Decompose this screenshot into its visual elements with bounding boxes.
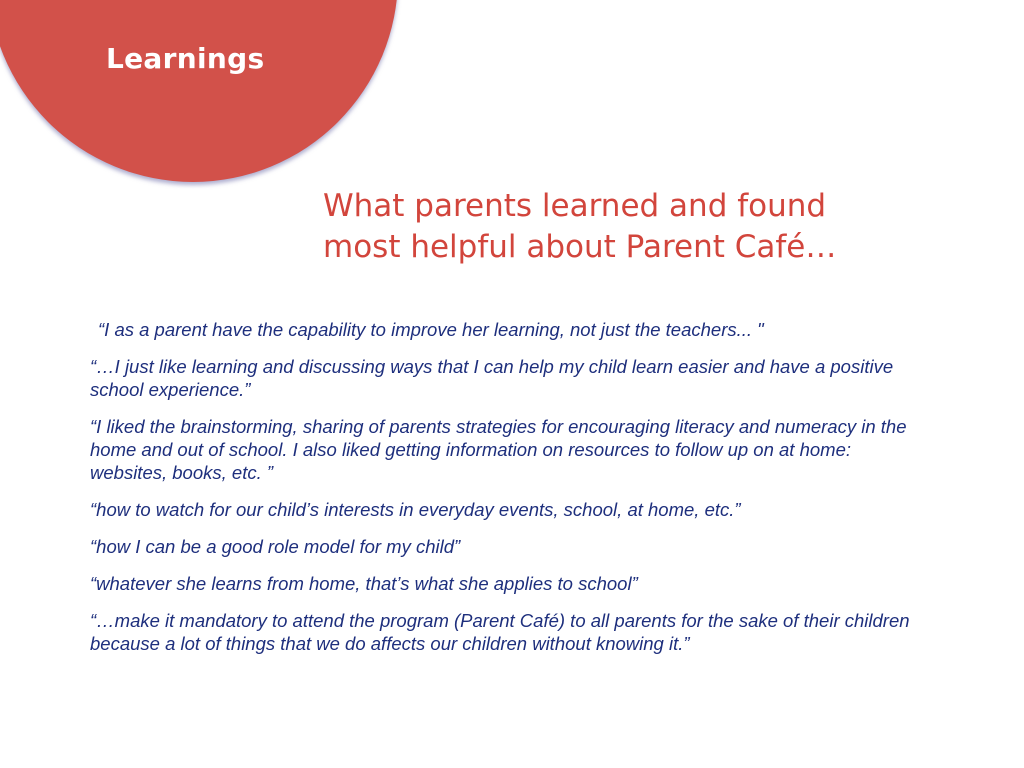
quote-item: “how I can be a good role model for my child”	[90, 536, 461, 557]
headline	[323, 186, 963, 268]
headline-line-2: most helpful about Parent Café…	[323, 229, 837, 265]
quote-list	[90, 318, 930, 669]
quote-item: “…make it mandatory to attend the program (Parent Café) to all parents for the sake of their children because a lot of things that we do affects our children without knowing it.”	[90, 610, 910, 654]
quote-item: “I liked the brainstorming, sharing of parents strategies for encouraging literacy and numeracy in the home and out of school. I also liked getting information on resources to follow up on at home: websites, books, etc. ”	[90, 416, 907, 483]
section-title: Learnings	[106, 42, 265, 75]
title-circle-shape	[0, 0, 398, 182]
quote-item: “whatever she learns from home, that’s what she applies to school”	[90, 573, 638, 594]
quote-item: “…I just like learning and discussing ways that I can help my child learn easier and have a positive school experience.”	[90, 356, 894, 400]
quote-item: “how to watch for our child’s interests in everyday events, school, at home, etc.”	[90, 499, 741, 520]
headline-line-1: What parents learned and found	[323, 188, 827, 224]
quote-item: “I as a parent have the capability to improve her learning, not just the teachers... "	[98, 319, 764, 340]
